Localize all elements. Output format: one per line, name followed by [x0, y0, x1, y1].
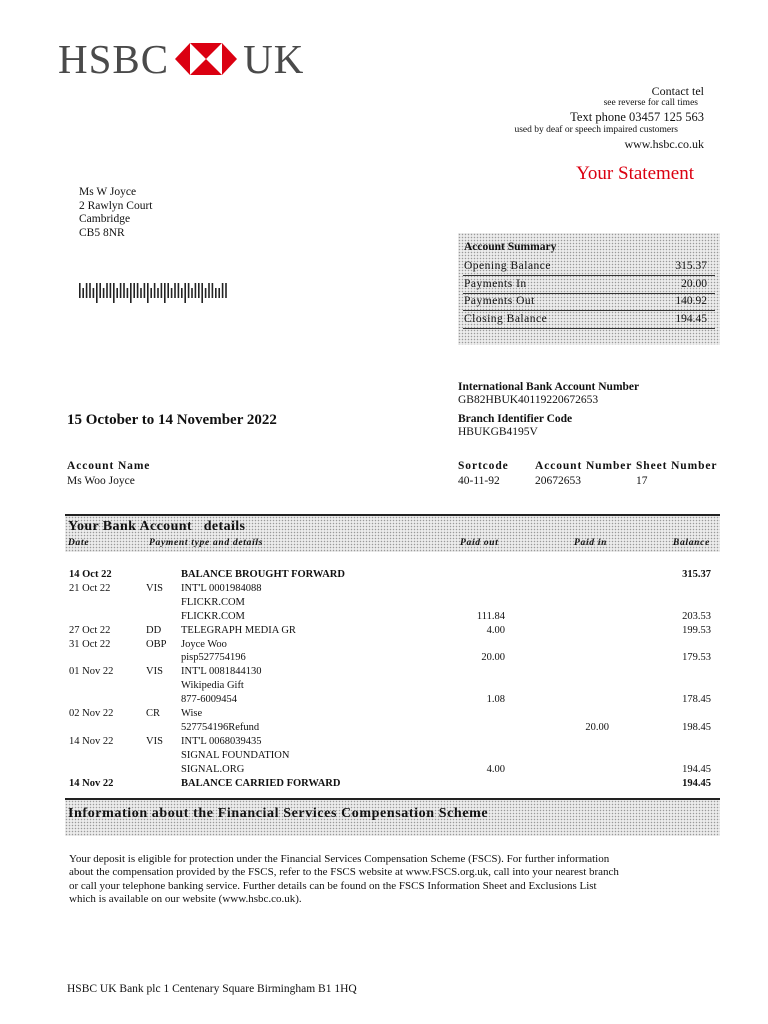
txn-date: 21 Oct 22 — [69, 582, 111, 594]
barcode-bar — [218, 288, 220, 298]
txn-details: INT'L 0081844130 — [181, 666, 262, 678]
barcode-bar — [201, 283, 203, 303]
txn-bal: 178.45 — [682, 694, 711, 706]
fscs-line: about the compensation provided by the FSCS, refer to the FSCS website at www.FSCS.org.uk, call into your nearest branch — [69, 866, 619, 879]
summary-value: 194.45 — [675, 313, 707, 325]
hsbc-hexagon-icon — [175, 43, 237, 75]
txn-out: 4.00 — [486, 763, 505, 775]
txn-date: 14 Oct 22 — [69, 569, 112, 580]
txn-date: 14 Nov 22 — [69, 777, 114, 789]
barcode-bar — [113, 283, 115, 303]
txn-details: Wikipedia Gift — [181, 680, 244, 692]
txn-bal: 315.37 — [682, 569, 711, 580]
logo-text-uk: UK — [243, 36, 305, 82]
txn-type: VIS — [146, 582, 163, 594]
barcode-bar — [205, 288, 207, 298]
txn-type: VIS — [146, 666, 163, 678]
barcode-bar — [99, 283, 101, 298]
sortcode-label: Sortcode — [458, 460, 509, 472]
hsbc-logo — [58, 38, 304, 80]
txn-details: Joyce Woo — [181, 638, 227, 650]
call-times-note: see reverse for call times — [603, 98, 698, 108]
txn-date: 31 Oct 22 — [69, 638, 111, 650]
address-line: CB5 8NR — [79, 226, 125, 239]
barcode-bar — [178, 283, 180, 298]
summary-value: 140.92 — [675, 295, 707, 307]
summary-label: Opening Balance — [464, 260, 552, 272]
iban-label: International Bank Account Number — [458, 381, 640, 393]
txn-details: FLICKR.COM — [181, 610, 245, 622]
barcode-bar — [198, 283, 200, 298]
address-line: Cambridge — [79, 213, 131, 225]
barcode-bar — [171, 288, 173, 298]
txn-details: BALANCE CARRIED FORWARD — [181, 777, 341, 789]
txn-details: INT'L 0068039435 — [181, 735, 262, 747]
txn-details: pisp527754196 — [181, 652, 246, 664]
account-number-label: Account Number — [535, 460, 633, 472]
fscs-line: or call your telephone banking service. Further details can be found on the FSCS Information Sheet and Exclusions List — [69, 879, 597, 892]
account-summary-title: Account Summary — [464, 241, 557, 253]
barcode-bar — [82, 288, 84, 298]
txn-out: 4.00 — [486, 624, 505, 636]
account-number-value: 20672653 — [535, 475, 581, 487]
text-phone: Text phone 03457 125 563 — [570, 110, 704, 124]
barcode-bar — [106, 283, 108, 298]
barcode-bar — [79, 283, 81, 298]
barcode-bar — [140, 288, 142, 298]
txn-details: BALANCE BROUGHT FORWARD — [181, 569, 345, 580]
fscs-line: Your deposit is eligible for protection under the Financial Services Compensation Scheme (FSCS). For further information — [69, 853, 610, 865]
bic-label: Branch Identifier Code — [458, 413, 573, 425]
barcode-bar — [137, 283, 139, 298]
txn-details: 527754196Refund — [181, 721, 260, 733]
txn-type: OBP — [146, 638, 167, 650]
txn-bal: 198.45 — [682, 721, 711, 733]
txn-bal: 194.45 — [682, 777, 711, 789]
fscs-title: Information about the Financial Services Compensation Scheme — [68, 806, 489, 821]
summary-row-payments-out — [463, 293, 715, 311]
barcode-bar — [222, 283, 224, 298]
barcode-bar — [184, 283, 186, 303]
barcode-bar — [157, 288, 159, 298]
txn-date: 01 Nov 22 — [69, 666, 114, 678]
txn-bal: 203.53 — [682, 610, 711, 622]
sheet-number-label: Sheet Number — [636, 460, 718, 472]
bic-value: HBUKGB4195V — [458, 426, 538, 438]
txn-out: 111.84 — [476, 610, 505, 622]
sortcode-value: 40-11-92 — [458, 475, 500, 487]
postal-barcode — [79, 283, 231, 303]
barcode-bar — [154, 283, 156, 298]
txn-type: CR — [146, 708, 161, 719]
txn-details: TELEGRAPH MEDIA GR — [181, 624, 296, 636]
summary-label: Payments Out — [464, 295, 535, 307]
fscs-header — [65, 798, 720, 836]
barcode-bar — [96, 283, 98, 303]
barcode-bar — [208, 283, 210, 298]
barcode-bar — [93, 288, 95, 298]
barcode-bar — [127, 288, 129, 298]
barcode-bar — [86, 283, 88, 298]
barcode-bar — [195, 283, 197, 298]
sheet-number-value: 17 — [636, 475, 648, 487]
statement-period: 15 October to 14 November 2022 — [67, 412, 277, 428]
barcode-bar — [225, 283, 227, 298]
txn-bal: 194.45 — [682, 763, 711, 775]
footer-address: HSBC UK Bank plc 1 Centenary Square Birmingham B1 1HQ — [67, 983, 357, 995]
barcode-bar — [215, 288, 217, 298]
barcode-bar — [167, 283, 169, 298]
barcode-bar — [120, 283, 122, 298]
account-name-value: Ms Woo Joyce — [67, 475, 135, 487]
barcode-bar — [133, 283, 135, 298]
text-phone-note: used by deaf or speech impaired customers — [514, 125, 678, 135]
summary-label: Closing Balance — [464, 313, 548, 325]
barcode-bar — [144, 283, 146, 298]
account-name-label: Account Name — [67, 460, 151, 472]
fscs-paragraph — [69, 853, 669, 906]
barcode-bar — [110, 283, 112, 298]
txn-details: Wise — [181, 708, 203, 719]
txn-details: 877-6009454 — [181, 694, 237, 706]
barcode-bar — [103, 288, 105, 298]
contact-tel-label: Contact tel — [651, 84, 704, 98]
address-line: 2 Rawlyn Court — [79, 199, 153, 212]
barcode-bar — [212, 283, 214, 298]
customer-address — [79, 186, 152, 240]
txn-details: FLICKR.COM — [181, 596, 245, 608]
summary-row-closing — [463, 311, 715, 329]
txn-date: 02 Nov 22 — [69, 708, 114, 719]
txn-details: SIGNAL FOUNDATION — [181, 749, 290, 761]
barcode-bar — [89, 283, 91, 298]
barcode-bar — [130, 283, 132, 303]
iban-value: GB82HBUK40119220672653 — [458, 394, 599, 406]
col-balance: Balance — [672, 538, 710, 548]
account-summary-box — [458, 233, 720, 345]
fscs-line: which is available on our website (www.hsbc.co.uk). — [69, 892, 302, 905]
col-paid-out: Paid out — [460, 538, 499, 548]
barcode-bar — [123, 283, 125, 298]
barcode-bar — [164, 283, 166, 303]
bank-account-header — [65, 514, 720, 552]
txn-bal: 179.53 — [682, 652, 711, 664]
txn-details: INT'L 0001984088 — [181, 582, 262, 594]
barcode-bar — [161, 283, 163, 298]
txn-out: 20.00 — [481, 652, 505, 664]
barcode-bar — [191, 288, 193, 298]
address-line: Ms W Joyce — [79, 186, 137, 198]
txn-type: DD — [146, 624, 162, 636]
txn-out: 1.08 — [486, 694, 505, 706]
summary-row-opening — [463, 258, 715, 276]
txn-details: SIGNAL.ORG — [181, 763, 245, 775]
txn-bal: 199.53 — [682, 624, 711, 636]
logo-text-hsbc: HSBC — [58, 36, 170, 82]
website-link[interactable]: www.hsbc.co.uk — [624, 137, 704, 151]
barcode-bar — [147, 283, 149, 303]
col-paid-in: Paid in — [574, 538, 608, 548]
txn-type: VIS — [146, 735, 163, 747]
statement-title: Your Statement — [576, 163, 694, 184]
summary-label: Payments In — [464, 278, 527, 290]
barcode-bar — [181, 288, 183, 298]
summary-row-payments-in — [463, 276, 715, 294]
txn-in: 20.00 — [585, 721, 609, 733]
barcode-bar — [116, 288, 118, 298]
col-details: Payment type and details — [149, 538, 264, 548]
barcode-bar — [150, 288, 152, 298]
txn-date: 27 Oct 22 — [69, 624, 111, 636]
summary-value: 315.37 — [675, 260, 707, 272]
summary-value: 20.00 — [681, 278, 707, 290]
col-date: Date — [68, 538, 90, 548]
barcode-bar — [188, 283, 190, 298]
txn-date: 14 Nov 22 — [69, 735, 114, 747]
barcode-bar — [174, 283, 176, 298]
bank-account-title: Your Bank Account details — [68, 519, 246, 534]
